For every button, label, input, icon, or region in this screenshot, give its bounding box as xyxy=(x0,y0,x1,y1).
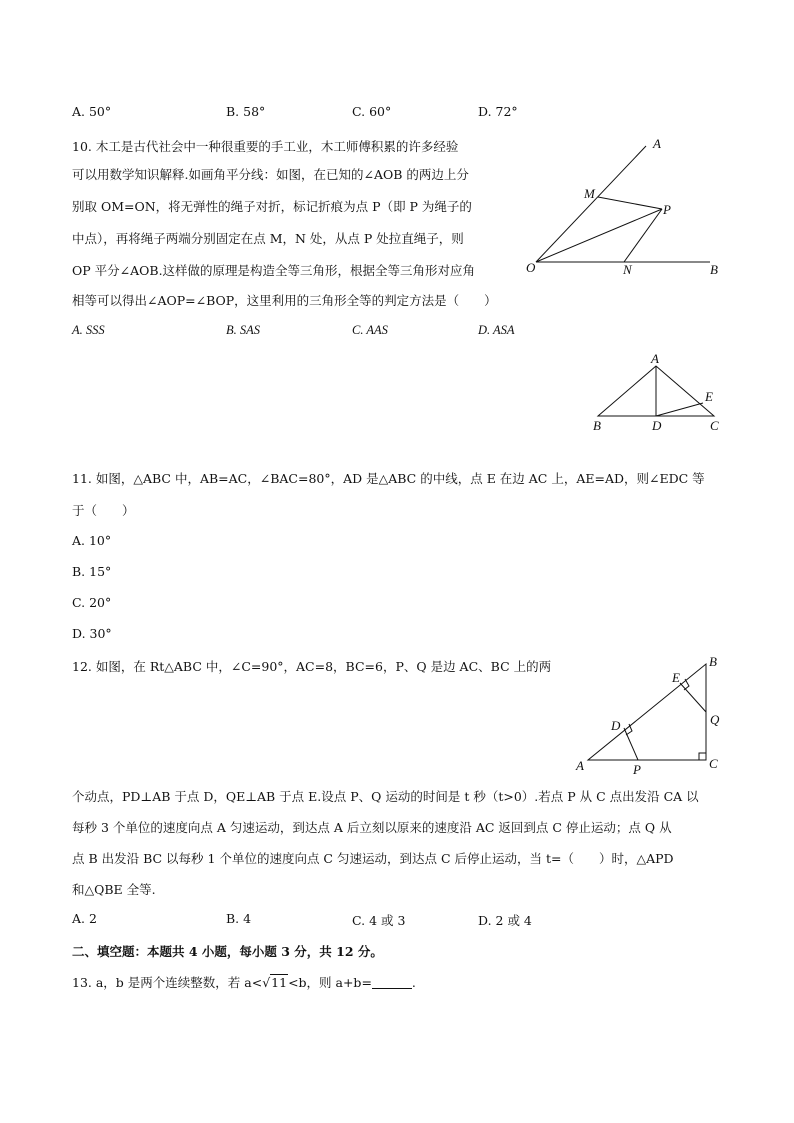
q11-line-2: 于（ ） xyxy=(72,503,135,518)
q10-angle-bisector-figure xyxy=(520,130,730,280)
q11-option-d: D. 30° xyxy=(72,626,112,641)
label-e: E xyxy=(672,670,680,685)
q10-line-4: 中点），再将绳子两端分别固定在点 M，N 处，从点 P 处拉直绳子，则 xyxy=(72,231,464,246)
q12-option-a: A. 2 xyxy=(72,911,97,926)
q10-option-b: B. SAS xyxy=(226,323,261,337)
q11-option-c: C. 20° xyxy=(72,595,112,610)
right-angle-c xyxy=(699,753,706,760)
q12-line-1: 12. 如图，在 Rt△ABC 中，∠C=90°，AC=8，BC=6，P、Q 是边 AC、BC 上的两 xyxy=(72,659,552,674)
label-p: P xyxy=(663,202,671,217)
label-n: N xyxy=(623,262,632,277)
q12-line-4: 点 B 出发沿 BC 以每秒 1 个单位的速度向点 C 匀速运动，到达点 C 后停止运动，当 t=（ ）时，△APD xyxy=(72,851,674,866)
q12-option-c: C. 4 或 3 xyxy=(352,913,406,928)
q10-line-1: 10. 木工是古代社会中一种很重要的手工业，木工师傅积累的许多经验 xyxy=(72,139,459,154)
q12-line-3: 每秒 3 个单位的速度向点 A 匀速运动，到达点 A 后立刻以原来的速度沿 AC 返回到点 C 停止运动；点 Q 从 xyxy=(72,820,672,835)
label-d: D xyxy=(652,418,662,433)
q9-option-c: C. 60° xyxy=(352,104,392,119)
q10-line-5: OP 平分∠AOB.这样做的原理是构造全等三角形，根据全等三角形对应角 xyxy=(72,263,476,278)
segment-mp xyxy=(598,197,662,209)
q13-line xyxy=(72,973,416,991)
q9-option-a: A. 50° xyxy=(72,104,112,119)
right-angle-d xyxy=(626,724,632,735)
label-b: B xyxy=(709,654,717,669)
q10-line-3: 别取 OM=ON，将无弹性的绳子对折，标记折痕为点 P（即 P 为绳子的 xyxy=(72,199,472,214)
label-e: E xyxy=(705,389,713,404)
q9-option-b: B. 58° xyxy=(226,104,266,119)
q10-line-6: 相等可以得出∠AOP=∠BOP，这里利用的三角形全等的判定方法是（ ） xyxy=(72,293,497,308)
segment-de xyxy=(656,403,703,416)
q10-option-d: D. ASA xyxy=(478,323,515,337)
label-a: A xyxy=(576,758,584,773)
sqrt-expression: √11 xyxy=(262,975,288,990)
answer-blank[interactable] xyxy=(372,976,412,989)
q10-option-c: C. AAS xyxy=(352,323,388,337)
q12-option-b: B. 4 xyxy=(226,911,252,926)
label-q: Q xyxy=(710,712,720,727)
q12-option-d: D. 2 或 4 xyxy=(478,913,532,928)
label-b: B xyxy=(593,418,601,433)
q13-suffix: <b，则 a+b= xyxy=(288,975,372,990)
label-m: M xyxy=(584,186,595,201)
triangle-abc xyxy=(588,664,706,760)
sqrt-radicand: 11 xyxy=(271,975,288,990)
section-heading-fill-in: 二、填空题：本题共 4 小题，每小题 3 分，共 12 分。 xyxy=(72,944,383,959)
q11-option-a: A. 10° xyxy=(72,533,112,548)
q11-line-1: 11. 如图，△ABC 中，AB=AC，∠BAC=80°，AD 是△ABC 的中线，点 E 在边 AC 上，AE=AD，则∠EDC 等 xyxy=(72,471,705,486)
q13-prefix: 13. a，b 是两个连续整数，若 a< xyxy=(72,975,263,990)
q11-triangle-figure xyxy=(586,352,726,436)
q12-right-triangle-figure xyxy=(568,650,728,778)
label-c: C xyxy=(710,418,719,433)
label-a: A xyxy=(651,352,659,366)
ray-oa xyxy=(536,146,646,262)
q13-end: . xyxy=(411,975,416,990)
label-o: O xyxy=(526,260,536,275)
segment-pd xyxy=(624,728,638,760)
label-a: A xyxy=(653,136,661,151)
label-d: D xyxy=(611,718,621,733)
segment-qe xyxy=(680,683,706,712)
q10-line-2: 可以用数学知识解释.如画角平分线：如图，在已知的∠AOB 的两边上分 xyxy=(72,167,469,182)
q11-option-b: B. 15° xyxy=(72,564,112,579)
q9-option-d: D. 72° xyxy=(478,104,518,119)
label-c: C xyxy=(709,756,718,771)
label-p: P xyxy=(633,762,641,777)
q12-line-2: 个动点，PD⊥AB 于点 D，QE⊥AB 于点 E.设点 P、Q 运动的时间是 t 秒（t>0）.若点 P 从 C 点出发沿 CA 以 xyxy=(72,789,699,804)
q12-line-5: 和△QBE 全等. xyxy=(72,882,156,897)
label-b: B xyxy=(710,262,718,277)
q10-option-a: A. SSS xyxy=(72,323,105,337)
